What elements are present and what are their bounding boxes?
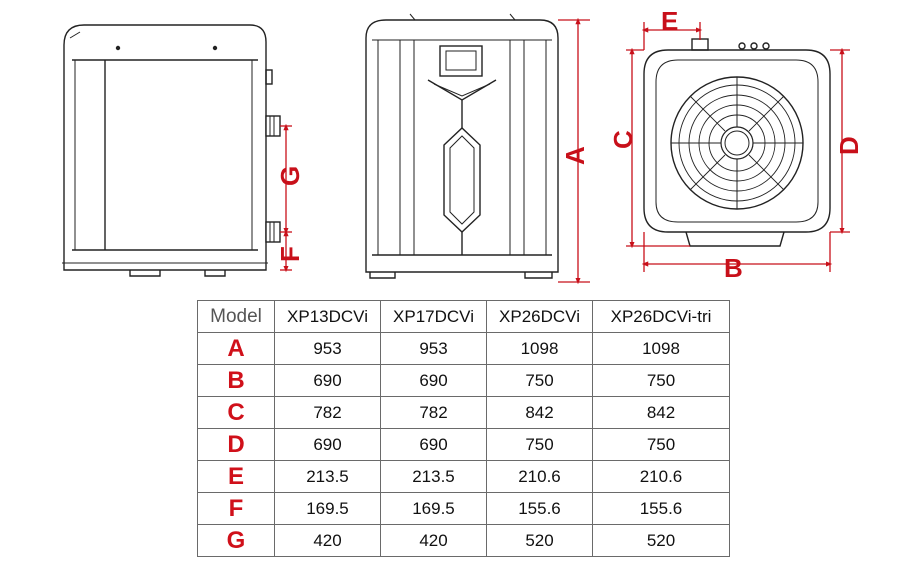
dimensions-table xyxy=(197,300,730,557)
column-header: XP26DCVi-tri xyxy=(593,301,730,333)
row-label: G xyxy=(198,525,275,557)
model-header: Model xyxy=(198,301,275,333)
table-row xyxy=(198,333,730,365)
row-label: C xyxy=(198,397,275,429)
table-cell: 953 xyxy=(381,333,487,365)
dimension-label-G: G xyxy=(275,165,305,186)
table-cell: 750 xyxy=(487,365,593,397)
top-view-drawing xyxy=(644,39,830,246)
dimension-label-B: B xyxy=(724,253,743,283)
table-cell: 1098 xyxy=(593,333,730,365)
row-label: F xyxy=(198,493,275,525)
technical-drawings xyxy=(0,0,920,290)
dimension-label-C: C xyxy=(608,130,638,149)
table-cell: 690 xyxy=(381,429,487,461)
table-cell: 520 xyxy=(487,525,593,557)
table-cell: 420 xyxy=(381,525,487,557)
table-row xyxy=(198,525,730,557)
table-cell: 210.6 xyxy=(593,461,730,493)
side-view-drawing xyxy=(62,25,280,276)
row-label: B xyxy=(198,365,275,397)
row-label: E xyxy=(198,461,275,493)
table-row xyxy=(198,493,730,525)
table-row xyxy=(198,429,730,461)
table-cell: 155.6 xyxy=(487,493,593,525)
table-cell: 953 xyxy=(275,333,381,365)
dimension-label-F: F xyxy=(275,246,305,262)
table-cell: 842 xyxy=(593,397,730,429)
column-header: XP26DCVi xyxy=(487,301,593,333)
table-cell: 690 xyxy=(275,429,381,461)
table-cell: 782 xyxy=(381,397,487,429)
front-view-drawing xyxy=(366,14,558,278)
table-cell: 750 xyxy=(593,365,730,397)
table-cell: 690 xyxy=(381,365,487,397)
table-cell: 782 xyxy=(275,397,381,429)
table-cell: 520 xyxy=(593,525,730,557)
table-cell: 213.5 xyxy=(381,461,487,493)
dimension-label-E: E xyxy=(661,6,679,36)
table-cell: 750 xyxy=(593,429,730,461)
column-header: XP13DCVi xyxy=(275,301,381,333)
table-cell: 155.6 xyxy=(593,493,730,525)
dimension-label-A: A xyxy=(560,146,590,165)
table-cell: 210.6 xyxy=(487,461,593,493)
row-label: A xyxy=(198,333,275,365)
column-header: XP17DCVi xyxy=(381,301,487,333)
table-row xyxy=(198,397,730,429)
table-cell: 420 xyxy=(275,525,381,557)
table-cell: 750 xyxy=(487,429,593,461)
table-header-row xyxy=(198,301,730,333)
table-row xyxy=(198,365,730,397)
table-row xyxy=(198,461,730,493)
table-cell: 690 xyxy=(275,365,381,397)
table-cell: 842 xyxy=(487,397,593,429)
dimension-label-D: D xyxy=(834,136,864,155)
table-cell: 169.5 xyxy=(381,493,487,525)
table-cell: 213.5 xyxy=(275,461,381,493)
table-cell: 169.5 xyxy=(275,493,381,525)
row-label: D xyxy=(198,429,275,461)
table-cell: 1098 xyxy=(487,333,593,365)
